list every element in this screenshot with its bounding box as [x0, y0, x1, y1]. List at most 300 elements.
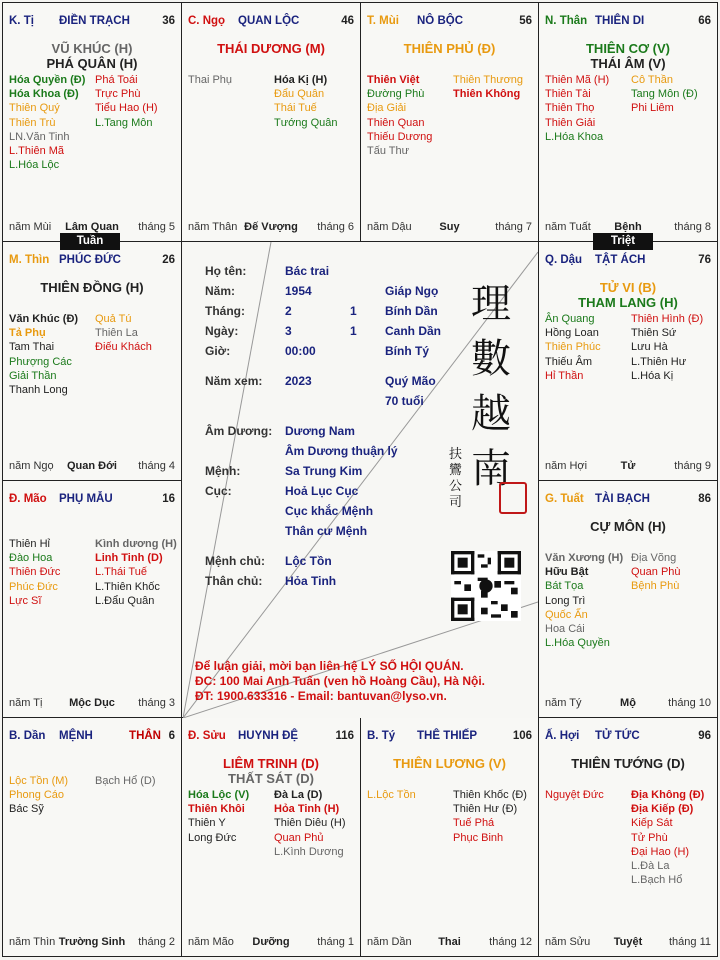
cell-hoi [538, 717, 718, 957]
palace-header [545, 730, 711, 744]
minor-stars-right [95, 312, 152, 355]
palace-header [367, 730, 532, 744]
main-stars [539, 280, 717, 310]
palace-branch: M. Thìn [9, 254, 50, 266]
main-star: THẤT SÁT (D) [228, 771, 314, 786]
minor-star: Kình dương (H) [95, 538, 177, 550]
minor-stars-right [631, 551, 681, 594]
palace-year: năm Mão [188, 936, 234, 948]
minor-star: Hóa Lộc (V) [188, 789, 250, 801]
value-nam: 1954 [285, 284, 312, 298]
palace-month: tháng 11 [668, 936, 711, 948]
minor-star: Quốc Ấn [545, 608, 588, 621]
palace-header [9, 254, 175, 268]
palace-than-marker: THÂN [129, 730, 161, 742]
minor-star: L.Đẩu Quân [95, 594, 155, 607]
value-than-chu: Hỏa Tinh [285, 574, 337, 588]
palace-age: 16 [162, 493, 175, 505]
main-star: CỰ MÔN (H) [590, 519, 666, 534]
palace-stage: Thai [438, 936, 461, 948]
main-star: LIÊM TRINH (D) [222, 756, 320, 771]
minor-stars-right [95, 537, 177, 608]
minor-star: Thiên Thọ [545, 102, 595, 115]
minor-star: Thiên Mã (H) [545, 74, 610, 86]
palace-branch: T. Mùi [367, 15, 399, 27]
minor-stars-left [9, 312, 78, 397]
palace-branch: B. Dần [9, 730, 46, 742]
main-star: THÁI DƯƠNG (M) [217, 41, 325, 56]
minor-star: Linh Tinh (D) [95, 552, 163, 565]
palace-stage: Suy [439, 221, 460, 233]
minor-star: Thiên La [95, 327, 138, 340]
palace-footer [545, 460, 711, 474]
minor-star: Long Đức [188, 831, 237, 844]
value-gio: 00:00 [285, 344, 316, 358]
minor-star: Đẩu Quân [274, 88, 325, 101]
minor-star: Phá Toái [95, 74, 138, 86]
palace-branch: Đ. Mão [9, 493, 47, 505]
minor-star: Ân Quang [545, 313, 595, 325]
cell-dau [538, 241, 718, 481]
minor-stars-right [631, 788, 704, 887]
palace-footer [9, 936, 175, 950]
minor-star: Hóa Khoa (Đ) [9, 88, 79, 101]
seal-vertical-text: 扶鸞公司 [449, 447, 463, 510]
qr-code-icon[interactable] [451, 551, 521, 621]
palace-footer [188, 221, 354, 235]
minor-star: Giải Thần [9, 369, 57, 382]
palace-header [545, 254, 711, 268]
palace-name: TÀI BẠCH [595, 493, 650, 505]
tu-vi-chart [2, 2, 718, 957]
palace-stage: Tuyệt [613, 936, 643, 948]
minor-star: L.Thiên Hư [631, 355, 687, 368]
minor-star: Hoa Cái [545, 623, 585, 636]
palace-stage: Quan Đới [67, 460, 117, 472]
minor-star: Thiên Không [453, 88, 521, 101]
minor-star: Quả Tú [95, 313, 132, 325]
label-gio: Giờ: [205, 344, 231, 358]
minor-star: Phi Liêm [631, 102, 674, 115]
palace-header [9, 730, 175, 744]
minor-star: Phúc Đức [9, 580, 58, 593]
palace-branch: B. Tý [367, 730, 396, 742]
minor-star: L.Lộc Tồn [367, 789, 416, 801]
palace-branch: Ấ. Hợi [545, 730, 580, 742]
palace-age: 76 [698, 254, 711, 266]
main-star: TỬ VI (B) [599, 280, 657, 295]
palace-branch: K. Tị [9, 15, 34, 27]
minor-star: Tuế Phá [453, 817, 495, 830]
main-stars [361, 756, 538, 771]
palace-year: năm Thìn [9, 936, 56, 948]
palace-month: tháng 7 [495, 221, 532, 233]
minor-stars-right [274, 788, 346, 859]
triet-tag: Triệt [593, 233, 653, 250]
minor-star: Thai Phụ [188, 74, 233, 86]
minor-star: Hồng Loan [545, 327, 599, 340]
palace-year: năm Tuất [545, 221, 591, 233]
value-tuoi: 70 tuổi [385, 394, 424, 408]
minor-star: Hữu Bật [545, 566, 589, 579]
palace-header [188, 730, 354, 744]
minor-stars-left [545, 788, 604, 802]
minor-star: Thiên Phúc [545, 341, 601, 354]
main-star: THAM LANG (H) [578, 295, 678, 310]
palace-name: QUAN LỘC [238, 15, 300, 27]
cell-mui [360, 2, 539, 242]
minor-star: Đường Phù [367, 88, 425, 101]
label-menh-chu: Mệnh chủ: [205, 554, 265, 568]
palace-stage: Mộc Dục [69, 697, 115, 709]
palace-branch: G. Tuất [545, 493, 584, 505]
value-am-duong-2: Âm Dương thuận lý [285, 444, 398, 458]
minor-stars-left [545, 551, 623, 650]
minor-stars-right [631, 312, 703, 383]
minor-stars-left [545, 73, 609, 144]
palace-stage: Dưỡng [252, 936, 290, 948]
cell-ty [360, 717, 539, 957]
palace-name: THÊ THIẾP [417, 730, 478, 742]
main-stars [3, 280, 181, 295]
main-stars [361, 41, 538, 56]
palace-name: MỆNH [59, 730, 93, 742]
minor-star: Địa Giải [367, 102, 407, 115]
minor-star: Thiên Đức [9, 566, 61, 579]
value-cuc: Hoả Lục Cục [285, 484, 359, 498]
value-menh-chu: Lộc Tồn [285, 554, 332, 568]
minor-star: Kiếp Sát [631, 817, 673, 830]
minor-star: Lực Sĩ [9, 594, 42, 607]
minor-stars-left [367, 788, 416, 802]
main-star: THIÊN TƯỚNG (D) [571, 756, 685, 771]
minor-star: Đà La (D) [274, 789, 323, 801]
minor-star: L.Thiên Khốc [95, 580, 160, 593]
minor-star: Phượng Các [9, 355, 72, 368]
main-stars [539, 41, 717, 71]
minor-stars-right [95, 774, 156, 788]
minor-star: L.Hóa Lộc [9, 159, 60, 172]
cell-mao [2, 480, 182, 718]
cell-thin [2, 241, 182, 481]
label-am-duong: Âm Dương: [205, 424, 273, 438]
value-thang: 2 [285, 304, 292, 318]
minor-star: Địa Võng [631, 552, 677, 564]
palace-month: tháng 2 [138, 936, 175, 948]
palace-stage: Đế Vượng [244, 221, 298, 233]
palace-age: 116 [335, 730, 354, 742]
minor-star: Thiên Y [188, 817, 226, 830]
main-star: PHÁ QUÂN (H) [46, 56, 138, 71]
cell-dan [2, 717, 182, 957]
minor-star: Lộc Tồn (M) [9, 775, 69, 787]
palace-name: NÔ BỘC [417, 15, 463, 27]
minor-star: L.Hóa Quyền [545, 637, 610, 650]
palace-stage: Tử [620, 460, 636, 472]
minor-star: Thái Tuế [274, 102, 317, 115]
palace-name: THIÊN DI [595, 15, 645, 27]
minor-star: Thiên Quan [367, 116, 425, 129]
minor-star: Quan Phù [631, 566, 681, 579]
calligraphy-char-2: 數 [471, 336, 511, 382]
palace-footer [545, 936, 711, 950]
minor-star: Thiên Tài [545, 88, 591, 101]
minor-star: Quan Phủ [274, 831, 324, 844]
palace-header [9, 493, 175, 507]
center-panel [183, 242, 538, 718]
minor-star: Thiên Khôi [188, 803, 245, 816]
palace-footer [9, 460, 175, 474]
main-stars [3, 41, 181, 71]
palace-year: năm Mùi [9, 221, 52, 233]
palace-stage: Trường Sinh [58, 936, 126, 948]
minor-star: Phong Cáo [9, 789, 65, 802]
label-menh: Mệnh: [205, 464, 241, 478]
label-ngay: Ngày: [205, 324, 239, 338]
palace-stage: Mộ [620, 697, 636, 709]
palace-name: TẬT ÁCH [595, 254, 646, 266]
minor-star: L.Hóa Khoa [545, 130, 604, 143]
minor-star: Tiểu Hao (H) [95, 102, 158, 115]
value-nam-xem: 2023 [285, 374, 312, 388]
minor-star: Nguyệt Đức [545, 789, 604, 801]
minor-star: Địa Kiếp (Đ) [631, 803, 694, 816]
minor-star: L.Kình Dương [274, 845, 344, 858]
contact-line-2: ĐC: 100 Mai Anh Tuấn (ven hồ Hoàng Cầu), Hà Nội. [195, 674, 486, 688]
label-ho-ten: Họ tên: [205, 264, 247, 278]
minor-star: L.Thiên Mã [9, 145, 65, 158]
minor-star: Lưu Hà [631, 341, 668, 354]
minor-star: Hỏa Tinh (H) [274, 803, 340, 816]
tuan-tag: Tuần [60, 233, 120, 250]
minor-stars-left [9, 73, 85, 172]
palace-month: tháng 10 [668, 697, 711, 709]
minor-stars-left [9, 774, 68, 817]
minor-star: Cô Thần [631, 74, 673, 86]
label-thang: Tháng: [205, 304, 245, 318]
minor-star: Tả Phụ [9, 327, 46, 340]
value-cuc-2: Cục khắc Mệnh [285, 504, 374, 518]
minor-star: Tử Phù [631, 831, 668, 844]
palace-footer [545, 697, 711, 711]
palace-name: PHỤ MẪU [59, 493, 113, 505]
palace-footer [9, 697, 175, 711]
value-ho-ten: Bác trai [285, 264, 330, 278]
minor-star: Văn Khúc (Đ) [9, 313, 79, 325]
minor-stars-right [274, 73, 338, 130]
value-ngay: 3 [285, 324, 292, 338]
palace-month: tháng 8 [674, 221, 711, 233]
value-thang-can: Bính Dần [385, 304, 438, 318]
palace-age: 106 [512, 730, 532, 742]
value-menh: Sa Trung Kim [285, 464, 363, 478]
minor-star: Bạch Hổ (D) [95, 775, 156, 787]
minor-star: Đào Hoa [9, 552, 53, 565]
minor-star: Thiên Hư (Đ) [453, 803, 518, 816]
minor-star: Văn Xương (H) [545, 552, 624, 564]
minor-star: Thiên Diêu (H) [274, 817, 346, 830]
palace-age: 56 [519, 15, 532, 27]
minor-star: Tam Thai [9, 341, 55, 354]
palace-header [9, 15, 175, 29]
minor-star: LN.Văn Tinh [9, 130, 70, 143]
palace-month: tháng 12 [489, 936, 532, 948]
palace-footer [188, 936, 354, 950]
palace-month: tháng 9 [674, 460, 711, 472]
minor-star: Tấu Thư [367, 145, 410, 158]
minor-stars-right [453, 788, 527, 845]
palace-header [545, 493, 711, 507]
palace-header [188, 15, 354, 29]
minor-star: Bát Tọa [545, 580, 584, 593]
cell-tuat [538, 480, 718, 718]
value-am-duong: Dương Nam [285, 424, 355, 438]
minor-star: Thiếu Dương [367, 130, 433, 143]
minor-star: Hóa Kị (H) [274, 74, 328, 86]
minor-star: Thiên Trù [9, 116, 56, 129]
palace-branch: N. Thân [545, 15, 588, 27]
main-star: THIÊN LƯƠNG (V) [393, 756, 506, 771]
minor-star: Đại Hao (H) [631, 845, 690, 858]
minor-star: Thiên Thương [453, 74, 524, 86]
minor-stars-right [453, 73, 523, 101]
palace-age: 26 [162, 254, 175, 266]
palace-branch: Q. Dậu [545, 254, 583, 266]
minor-star: Thanh Long [9, 384, 68, 397]
minor-stars-left [9, 537, 60, 608]
palace-stage: Bệnh [614, 221, 642, 233]
label-nam-xem: Năm xem: [205, 374, 263, 388]
palace-year: năm Sửu [545, 936, 591, 948]
minor-star: Bệnh Phù [631, 580, 680, 593]
minor-star: Thiên Hình (Đ) [631, 313, 704, 325]
minor-star: Hóa Quyền (Đ) [9, 74, 86, 86]
contact-line-1: Để luận giải, mời bạn liên hệ LÝ SỐ HỘI QUÁN. [195, 659, 464, 673]
palace-year: năm Tị [9, 697, 43, 709]
palace-name: TỬ TỨC [595, 730, 640, 742]
palace-name: PHÚC ĐỨC [59, 254, 121, 266]
palace-year: năm Ngọ [9, 460, 54, 472]
palace-age: 46 [341, 15, 354, 27]
minor-star: Hỉ Thần [545, 369, 584, 382]
minor-star: Thiếu Âm [545, 355, 593, 368]
minor-stars-left [188, 73, 232, 87]
palace-name: ĐIỀN TRẠCH [59, 15, 130, 27]
palace-header [545, 15, 711, 29]
red-seal-icon [499, 482, 527, 514]
palace-year: năm Dậu [367, 221, 412, 233]
minor-stars-right [631, 73, 698, 116]
value-cuc-3: Thân cư Mệnh [285, 524, 368, 538]
value-gio-can: Bính Tý [385, 344, 429, 358]
palace-month: tháng 4 [138, 460, 175, 472]
cell-ngo [181, 2, 361, 242]
value-nam-can: Giáp Ngọ [385, 284, 439, 298]
palace-stage: Lâm Quan [65, 221, 119, 233]
minor-star: L.Thái Tuế [95, 566, 147, 579]
label-than-chu: Thân chủ: [205, 574, 263, 588]
minor-stars-right [95, 73, 158, 130]
minor-star: L.Hóa Kị [631, 369, 674, 382]
minor-star: Bác Sỹ [9, 803, 44, 816]
palace-month: tháng 5 [138, 221, 175, 233]
value-nam-xem-can: Quý Mão [385, 374, 436, 388]
main-stars [539, 519, 717, 534]
minor-star: L.Tang Môn [95, 116, 153, 129]
label-cuc: Cục: [205, 484, 232, 498]
main-star: THIÊN PHỦ (Đ) [403, 41, 496, 56]
palace-name: HUYNH ĐỆ [238, 730, 299, 742]
minor-stars-left [545, 312, 601, 383]
palace-branch: C. Ngọ [188, 15, 226, 27]
palace-year: năm Dần [367, 936, 412, 948]
main-star: VŨ KHÚC (H) [51, 41, 133, 56]
minor-star: Địa Không (Đ) [631, 789, 705, 801]
main-stars [539, 756, 717, 771]
cell-suu [181, 717, 361, 957]
main-stars [182, 41, 360, 56]
calligraphy-char-4: 南 [471, 446, 511, 492]
minor-star: Thiên Việt [367, 74, 420, 86]
palace-month: tháng 3 [138, 697, 175, 709]
palace-branch: Đ. Sửu [188, 730, 226, 742]
calligraphy-char-3: 越 [471, 391, 511, 437]
main-star: THÁI ÂM (V) [590, 56, 666, 71]
value-thang-n: 1 [350, 304, 357, 318]
palace-year: năm Tý [545, 697, 582, 709]
palace-month: tháng 6 [317, 221, 354, 233]
value-ngay-can: Canh Dần [385, 324, 442, 338]
minor-stars-left [367, 73, 432, 158]
minor-star: Thiên Hỉ [9, 538, 50, 550]
minor-star: Tang Môn (Đ) [631, 88, 698, 101]
palace-age: 86 [698, 493, 711, 505]
palace-header [367, 15, 532, 29]
minor-star: L.Đà La [631, 860, 670, 873]
calligraphy-char-1: 理 [471, 281, 511, 327]
palace-age: 96 [698, 730, 711, 742]
minor-star: L.Bạch Hổ [631, 874, 683, 887]
palace-age: 66 [698, 15, 711, 27]
contact-info [195, 659, 485, 704]
palace-month: tháng 1 [317, 936, 354, 948]
minor-star: Long Trì [545, 594, 586, 607]
main-stars [182, 756, 360, 786]
minor-stars-left [188, 788, 249, 845]
palace-footer [367, 221, 532, 235]
cell-ti [2, 2, 182, 242]
minor-star: Điếu Khách [95, 341, 152, 354]
minor-star: Thiên Sứ [631, 327, 677, 340]
palace-footer [367, 936, 532, 950]
minor-star: Trực Phù [95, 88, 141, 101]
main-star: THIÊN ĐỒNG (H) [40, 280, 144, 295]
palace-year: năm Hợi [545, 460, 588, 472]
cell-than [538, 2, 718, 242]
minor-star: Thiên Giải [545, 116, 596, 129]
palace-year: năm Thân [188, 221, 238, 233]
palace-age: 36 [162, 15, 175, 27]
minor-star: Phục Binh [453, 831, 504, 844]
main-star: THIÊN CƠ (V) [585, 41, 671, 56]
value-ngay-n: 1 [350, 324, 357, 338]
minor-star: Tướng Quân [274, 116, 338, 129]
contact-line-3[interactable]: ĐT: 1900.633316 - Email: bantuvan@lyso.vn. [195, 689, 447, 703]
palace-age: 6 [168, 730, 175, 742]
minor-star: Thiên Quý [9, 102, 60, 115]
minor-star: Thiên Khốc (Đ) [453, 789, 527, 801]
label-nam: Năm: [205, 284, 236, 298]
